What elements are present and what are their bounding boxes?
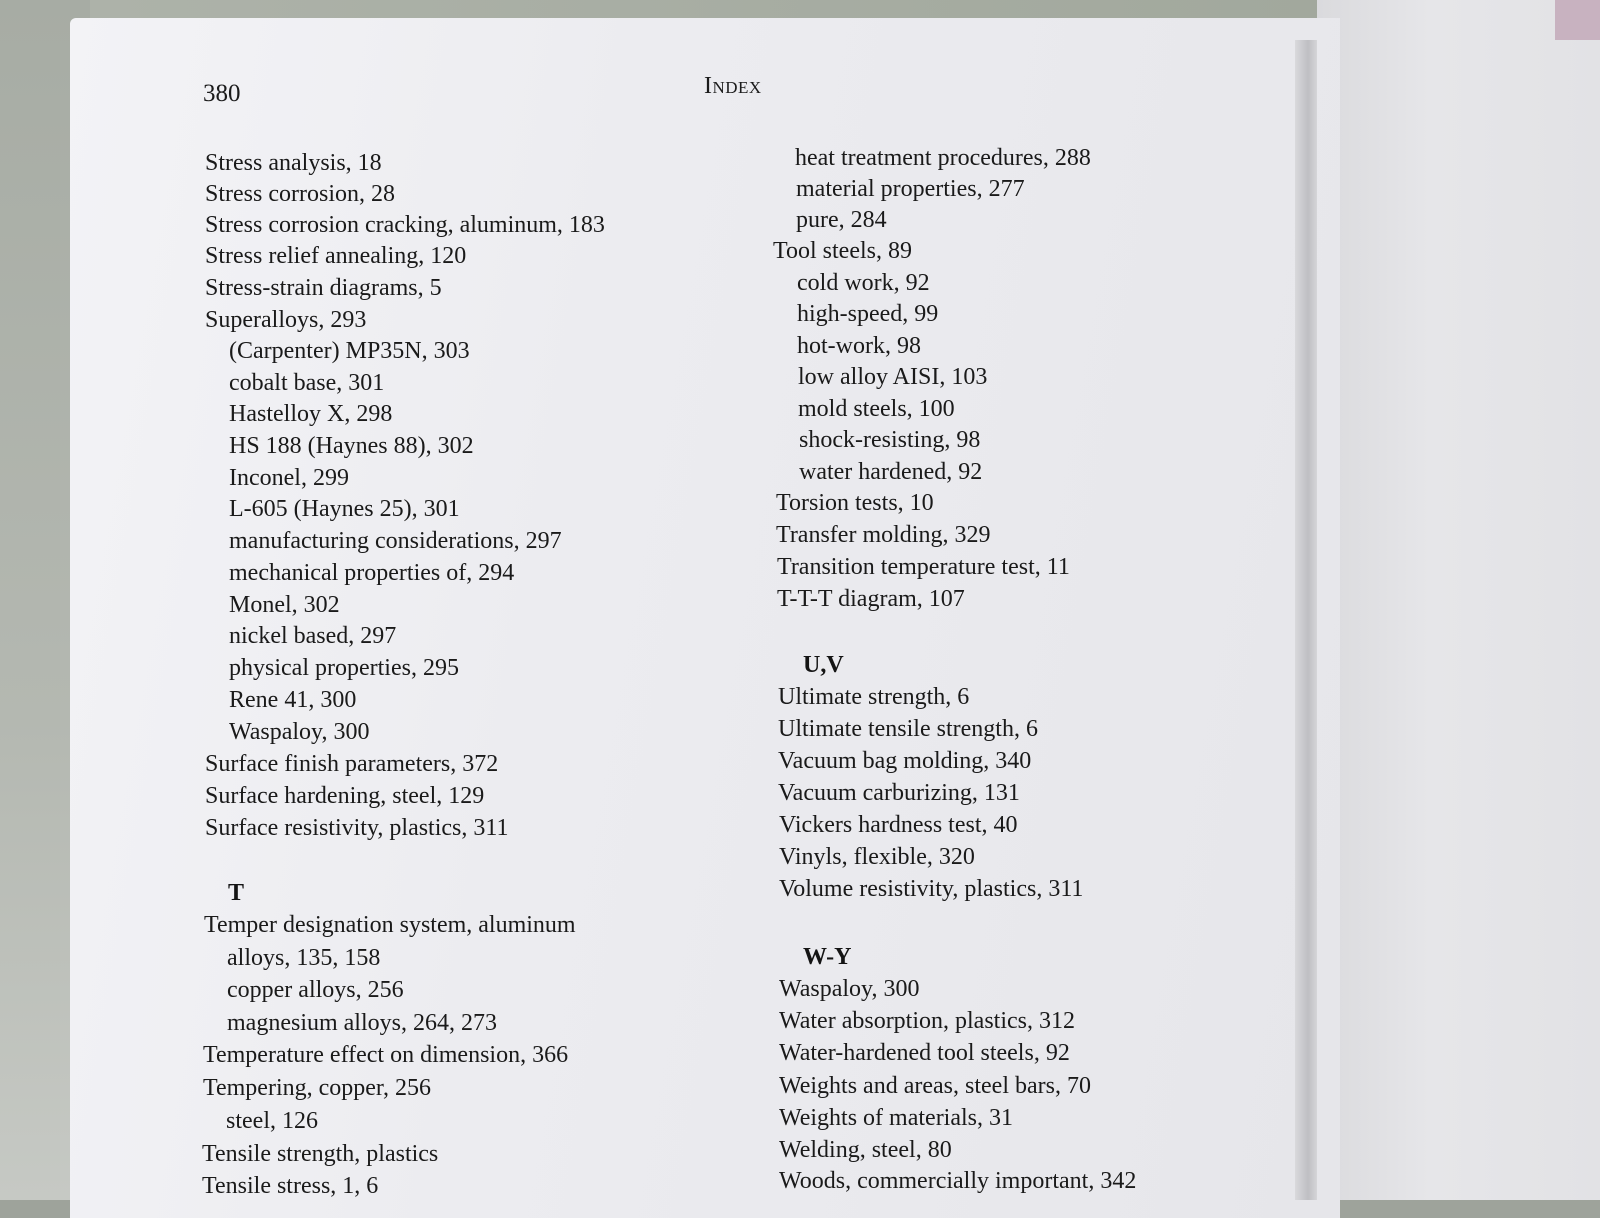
index-entry: Surface finish parameters, 372 — [205, 751, 499, 777]
index-entry: Surface hardening, steel, 129 — [205, 783, 485, 809]
index-entry: Water-hardened tool steels, 92 — [779, 1040, 1070, 1066]
index-subentry: Inconel, 299 — [229, 465, 349, 491]
index-entry: Temper designation system, aluminum — [204, 912, 576, 938]
index-entry: Surface resistivity, plastics, 311 — [205, 815, 509, 841]
index-entry: Stress relief annealing, 120 — [205, 243, 467, 269]
index-entry: Weights of materials, 31 — [779, 1105, 1014, 1131]
index-subentry: Hastelloy X, 298 — [229, 401, 393, 427]
index-entry: Torsion tests, 10 — [776, 490, 934, 516]
index-entry: Tool steels, 89 — [773, 238, 912, 264]
index-subentry: magnesium alloys, 264, 273 — [227, 1010, 497, 1036]
index-subentry: shock-resisting, 98 — [799, 427, 981, 453]
section-letter-heading: T — [228, 880, 245, 906]
index-entry: Stress analysis, 18 — [205, 150, 382, 176]
index-subentry: Rene 41, 300 — [229, 687, 357, 713]
index-subentry: L-605 (Haynes 25), 301 — [229, 496, 460, 522]
index-subentry: copper alloys, 256 — [227, 977, 404, 1003]
index-subentry: hot-work, 98 — [797, 333, 921, 359]
index-subentry: mechanical properties of, 294 — [229, 560, 515, 586]
index-entry: Water absorption, plastics, 312 — [779, 1008, 1076, 1034]
index-subentry: physical properties, 295 — [229, 655, 459, 681]
index-subentry: high-speed, 99 — [797, 301, 939, 327]
index-entry: Weights and areas, steel bars, 70 — [779, 1073, 1091, 1099]
index-subentry: cobalt base, 301 — [229, 370, 385, 396]
index-subentry: Waspaloy, 300 — [229, 719, 370, 745]
index-subentry: pure, 284 — [796, 207, 887, 233]
running-head: Index — [704, 73, 762, 99]
page-gutter — [1295, 40, 1317, 1200]
index-entry: Temperature effect on dimension, 366 — [203, 1042, 569, 1068]
section-letter-heading: W-Y — [803, 944, 852, 970]
index-entry: Woods, commercially important, 342 — [779, 1168, 1137, 1194]
index-subentry: alloys, 135, 158 — [227, 945, 381, 971]
index-subentry: manufacturing considerations, 297 — [229, 528, 562, 554]
section-letter-heading: U,V — [803, 652, 844, 678]
index-entry: Ultimate strength, 6 — [778, 684, 970, 710]
index-subentry: water hardened, 92 — [799, 459, 983, 485]
index-entry: Tempering, copper, 256 — [203, 1075, 431, 1101]
index-entry: T-T-T diagram, 107 — [777, 586, 965, 612]
index-subentry: mold steels, 100 — [798, 396, 955, 422]
index-entry: Welding, steel, 80 — [779, 1137, 952, 1163]
index-entry: Tensile stress, 1, 6 — [202, 1173, 379, 1199]
index-subentry: low alloy AISI, 103 — [798, 364, 988, 390]
index-entry: Vickers hardness test, 40 — [779, 812, 1018, 838]
index-subentry: steel, 126 — [226, 1108, 318, 1134]
index-subentry: Monel, 302 — [229, 592, 340, 618]
index-entry: Stress corrosion cracking, aluminum, 183 — [205, 212, 605, 238]
index-entry: Vacuum carburizing, 131 — [778, 780, 1020, 806]
index-subentry: cold work, 92 — [797, 270, 930, 296]
book-cover-edge — [1555, 0, 1600, 40]
index-entry: Volume resistivity, plastics, 311 — [779, 876, 1084, 902]
index-entry: Transfer molding, 329 — [776, 522, 991, 548]
index-subentry: HS 188 (Haynes 88), 302 — [229, 433, 474, 459]
index-subentry: nickel based, 297 — [229, 623, 397, 649]
index-entry: Waspaloy, 300 — [779, 976, 920, 1002]
index-entry: Vinyls, flexible, 320 — [779, 844, 975, 870]
index-subentry: heat treatment procedures, 288 — [795, 145, 1091, 171]
index-entry: Stress corrosion, 28 — [205, 181, 395, 207]
index-entry: Tensile strength, plastics — [202, 1141, 439, 1167]
index-entry: Vacuum bag molding, 340 — [778, 748, 1032, 774]
index-entry: Transition temperature test, 11 — [777, 554, 1070, 580]
facing-page — [1317, 0, 1600, 1200]
index-entry: Ultimate tensile strength, 6 — [778, 716, 1038, 742]
index-entry: Superalloys, 293 — [205, 307, 367, 333]
index-entry: Stress-strain diagrams, 5 — [205, 275, 442, 301]
index-subentry: (Carpenter) MP35N, 303 — [229, 338, 470, 364]
index-subentry: material properties, 277 — [796, 176, 1025, 202]
page-number: 380 — [203, 80, 241, 107]
